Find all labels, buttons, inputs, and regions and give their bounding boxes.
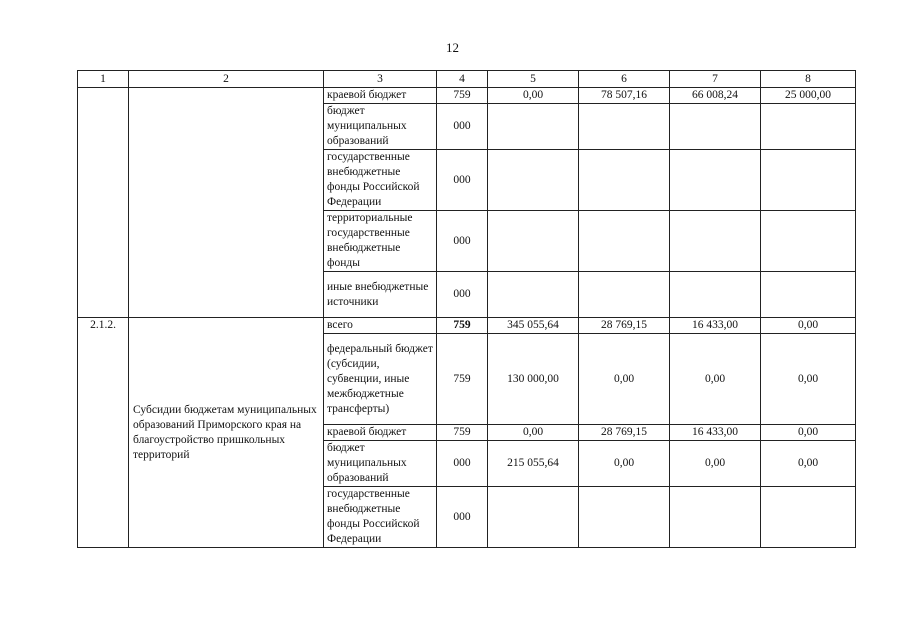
value-cell (761, 150, 856, 211)
value-cell (579, 150, 670, 211)
value-cell (761, 104, 856, 150)
item-name: Субсидии бюджетам муниципальных образований Приморского края на благоустройство пришкольных территорий (129, 318, 324, 548)
value-cell (761, 272, 856, 318)
value-cell: 345 055,64 (488, 318, 579, 334)
budget-code: 759 (437, 88, 488, 104)
column-header: 1 (78, 71, 129, 88)
value-cell: 0,00 (761, 441, 856, 487)
value-cell (670, 487, 761, 548)
budget-code: 000 (437, 441, 488, 487)
value-cell (488, 211, 579, 272)
value-cell: 66 008,24 (670, 88, 761, 104)
column-header: 3 (324, 71, 437, 88)
budget-code: 000 (437, 150, 488, 211)
value-cell (579, 272, 670, 318)
funding-source: государственные внебюджетные фонды Российской Федерации (324, 150, 437, 211)
budget-code: 000 (437, 211, 488, 272)
column-header: 7 (670, 71, 761, 88)
table-row (78, 88, 856, 104)
budget-table (77, 70, 856, 548)
value-cell (670, 104, 761, 150)
column-header: 5 (488, 71, 579, 88)
value-cell (488, 272, 579, 318)
funding-source: всего (324, 318, 437, 334)
value-cell: 0,00 (670, 441, 761, 487)
funding-source: федеральный бюджет (субсидии, субвенции, иные межбюджетные трансферты) (324, 334, 437, 425)
value-cell (670, 150, 761, 211)
funding-source: иные внебюджетные источники (324, 272, 437, 318)
value-cell: 0,00 (488, 425, 579, 441)
funding-source: бюджет муниципальных образований (324, 104, 437, 150)
value-cell: 28 769,15 (579, 425, 670, 441)
value-cell: 0,00 (670, 334, 761, 425)
funding-source: краевой бюджет (324, 88, 437, 104)
budget-code: 000 (437, 487, 488, 548)
value-cell (670, 211, 761, 272)
value-cell: 0,00 (761, 318, 856, 334)
budget-code: 759 (437, 334, 488, 425)
budget-code: 759 (437, 318, 488, 334)
value-cell: 16 433,00 (670, 318, 761, 334)
value-cell: 28 769,15 (579, 318, 670, 334)
value-cell (761, 487, 856, 548)
value-cell: 130 000,00 (488, 334, 579, 425)
value-cell: 0,00 (579, 334, 670, 425)
funding-source: краевой бюджет (324, 425, 437, 441)
value-cell (488, 104, 579, 150)
item-number: 2.1.2. (78, 318, 129, 548)
value-cell (488, 150, 579, 211)
page-number: 12 (446, 40, 459, 55)
value-cell: 25 000,00 (761, 88, 856, 104)
value-cell (579, 211, 670, 272)
item-number-cell (78, 88, 129, 318)
value-cell: 0,00 (488, 88, 579, 104)
budget-code: 000 (437, 104, 488, 150)
value-cell: 0,00 (579, 441, 670, 487)
value-cell (579, 487, 670, 548)
value-cell: 215 055,64 (488, 441, 579, 487)
budget-code: 000 (437, 272, 488, 318)
value-cell (579, 104, 670, 150)
value-cell: 0,00 (761, 334, 856, 425)
header-row (78, 71, 856, 88)
value-cell: 0,00 (761, 425, 856, 441)
funding-source: бюджет муниципальных образований (324, 441, 437, 487)
item-name-cell (129, 88, 324, 318)
value-cell (670, 272, 761, 318)
value-cell: 78 507,16 (579, 88, 670, 104)
funding-source: территориальные государственные внебюджетные фонды (324, 211, 437, 272)
value-cell (488, 487, 579, 548)
funding-source: государственные внебюджетные фонды Российской Федерации (324, 487, 437, 548)
column-header: 2 (129, 71, 324, 88)
table-row (78, 318, 856, 334)
column-header: 8 (761, 71, 856, 88)
value-cell (761, 211, 856, 272)
budget-code: 759 (437, 425, 488, 441)
column-header: 6 (579, 71, 670, 88)
value-cell: 16 433,00 (670, 425, 761, 441)
column-header: 4 (437, 71, 488, 88)
